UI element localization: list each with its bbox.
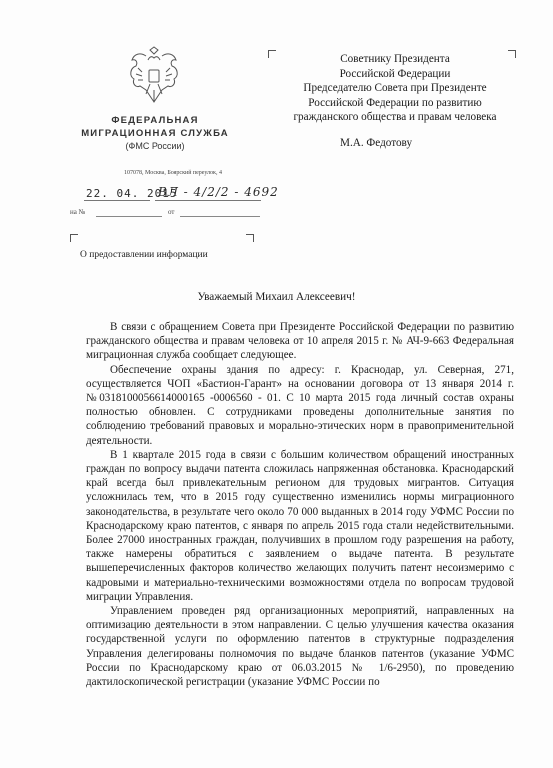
reference-number-line <box>96 216 162 217</box>
coat-of-arms-emblem <box>126 46 182 108</box>
addressee-line: Российской Федерации <box>339 67 451 80</box>
letter-subject: О предоставлении информации <box>80 250 208 260</box>
addressee-line: Российской Федерации по развитию <box>308 96 482 109</box>
body-paragraph: В 1 квартале 2015 года в связи с большим количеством обращений иностранных граждан по вопросу выдачи патента сложилась напряженная обстановка. Краснодарский край всегда был привлекательным регионом для трудовых мигрантов. Ситуация усложнилась тем, что в 2015 году существенно изменились нормы миграционного законодательства, в результате чего около 70 000 выданных в 2014 году УФМС России по Краснодарскому краю патентов, с января по апрель 2015 года стали недействительными. Более 27000 иностранных граждан, получивших в прошлом году разрешения на работу, также намерены обратиться с заявлением о выдаче патента. В результате вышеперечисленных факторов количество желающих получить патент несоизмеримо с кадровыми и материально-техническими возможностями отдела по вопросам трудовой миграции Управления. <box>86 448 514 603</box>
registration-date: 22. 04. 2015 <box>86 187 178 200</box>
subject-corner-left <box>70 234 78 242</box>
reference-date-line <box>180 216 260 217</box>
body-paragraph: Обеспечение охраны здания по адресу: г. Краснодар, ул. Северная, 271, осуществляется ЧОП «Бастион-Гарант» на основании договора от 13 января 2014 г. №0318100056614000165 -0006560 - 01. С 10 марта 2015 года личный состав охраны полностью обновлен. С сотрудниками проведены дополнительные занятия по соблюдению требований правовых и морально-этических норм в правоприменительной деятельности. <box>86 363 514 447</box>
agency-name-line2: МИГРАЦИОННАЯ СЛУЖБА <box>81 128 229 139</box>
registration-number: ВЛ - 4/2/2 - 4692 <box>158 185 279 199</box>
reference-label: на № <box>70 208 86 216</box>
addressee-corner-right <box>508 50 516 58</box>
addressee-line: Советнику Президента <box>340 53 450 65</box>
addressee-corner-left <box>268 50 276 58</box>
sender-address: 107078, Москва, Боярский переулок, 4 <box>124 170 222 176</box>
agency-name-line1: ФЕДЕРАЛЬНАЯ <box>111 115 199 126</box>
addressee-block <box>282 52 508 125</box>
number-underline <box>155 200 261 201</box>
sender-block <box>70 114 240 152</box>
subject-corner-right <box>246 234 254 242</box>
body-paragraph: Управлением проведен ряд организационных мероприятий, направленных на оптимизацию деятельности в этом направлении. С целью улучшения качества оказания государственной услуги по оформлению патентов в структурные подразделения Управления делегированы полномочия по выдаче бланков патентов (указание УФМС России по Краснодарскому краю от 06.03.2015 № 1/6-2950), по проведению дактилоскопической регистрации (указание УФМС России по <box>86 605 514 689</box>
body-paragraph: В связи с обращением Совета при Президенте Российской Федерации по развитию гражданского общества и правам человека от 10 апреля 2015 г. № АЧ-9-663 Федеральная миграционная служба сообщает следующее. <box>86 321 514 362</box>
date-underline <box>84 200 150 201</box>
agency-abbreviation: (ФМС России) <box>125 141 185 151</box>
letter-body <box>86 320 514 689</box>
addressee-name: М.А. Федотову <box>340 137 413 149</box>
salutation: Уважаемый Михаил Алексеевич! <box>197 291 356 303</box>
addressee-line: Председателю Совета при Президенте <box>303 82 487 95</box>
reference-from-label: от <box>168 208 175 216</box>
addressee-line: гражданского общества и правам человека <box>293 111 497 124</box>
